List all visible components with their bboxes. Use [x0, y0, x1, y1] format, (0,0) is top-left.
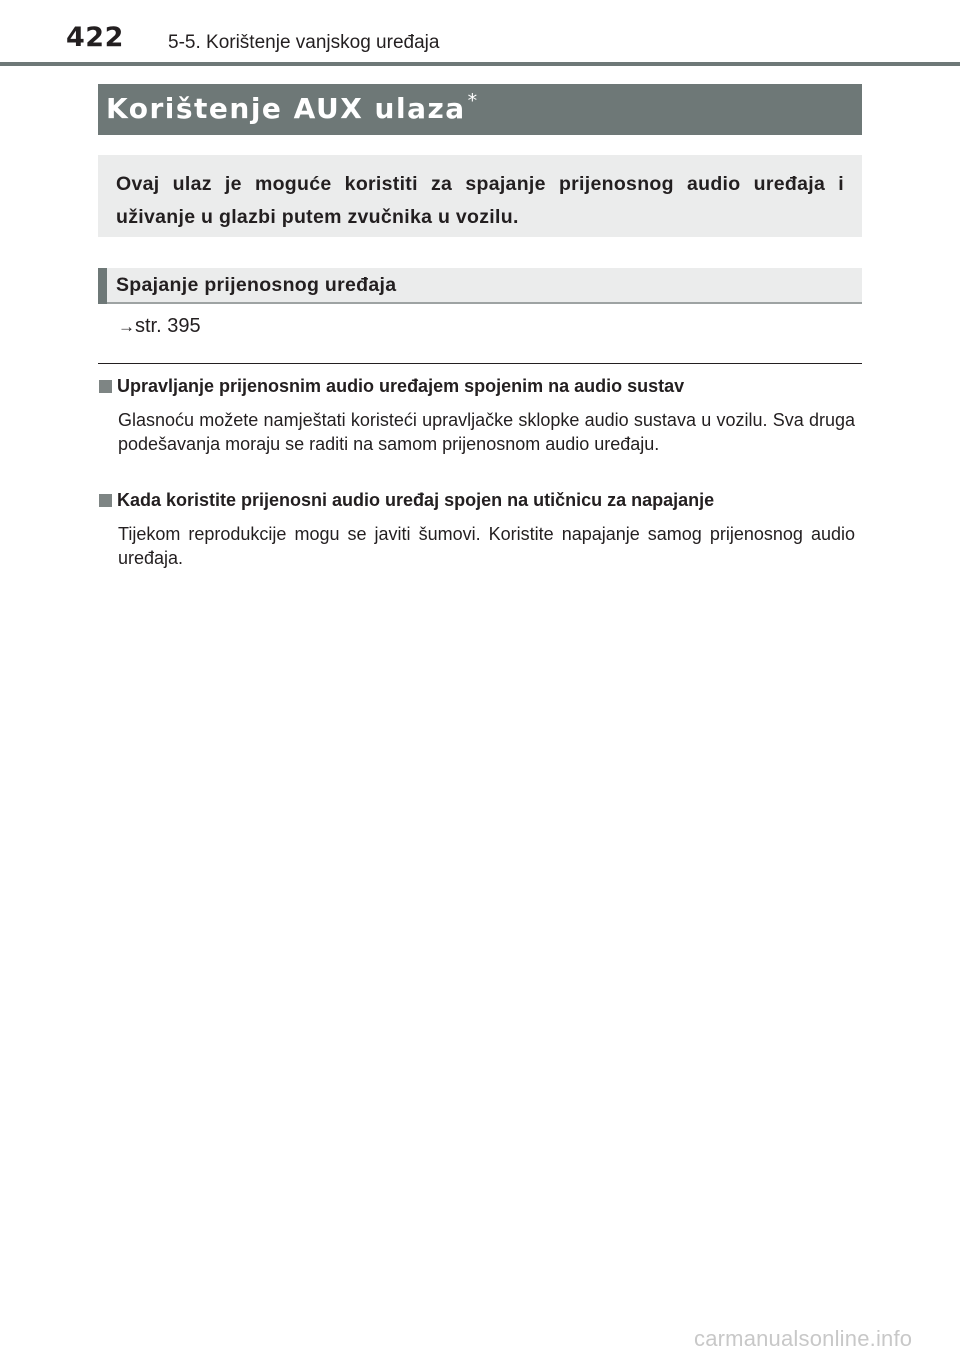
intro-text: Ovaj ulaz je moguće koristiti za spajanje prijenosnog audio uređaja i uživanje u glazbi putem zvučnika u vozilu.: [116, 173, 844, 228]
chapter-title: 5-5. Korištenje vanjskog uređaja: [168, 32, 440, 53]
note-heading: [98, 490, 862, 516]
note-title: Upravljanje prijenosnim audio uređajem spojenim na audio sustav: [117, 376, 685, 396]
page-header: [0, 0, 960, 70]
asterisk-marker: *: [467, 90, 479, 112]
square-bullet-icon: [99, 380, 112, 393]
cross-reference-text: str. 395: [135, 315, 201, 337]
subsection-accent: [98, 268, 107, 304]
header-rule: [0, 62, 960, 66]
section-title-bar: [98, 84, 862, 135]
intro-box: [98, 155, 862, 237]
subsection-title: Spajanje prijenosnog uređaja: [116, 274, 397, 296]
arrow-right-icon: →: [118, 317, 135, 336]
subsection-bar: [98, 268, 862, 304]
note-body: Tijekom reprodukcije mogu se javiti šumovi. Koristite napajanje samog prijenosnog audio uređaja.: [118, 524, 855, 568]
page-number: 422: [66, 22, 124, 53]
square-bullet-icon: [99, 494, 112, 507]
watermark: carmanualsonline.info: [694, 1326, 913, 1351]
note-item: [98, 376, 862, 456]
note-item: [98, 490, 862, 570]
note-heading: [98, 376, 862, 402]
note-title: Kada koristite prijenosni audio uređaj spojen na utičnicu za napajanje: [117, 490, 715, 510]
section-title: [106, 90, 479, 125]
section-divider: [98, 363, 862, 364]
section-title-text: Korištenje AUX ulaza: [106, 92, 466, 125]
note-body: Glasnoću možete namještati koristeći upravljačke sklopke audio sustava u vozilu. Sva druga podešavanja moraju se raditi na samom prijenosnom audio uređaju.: [118, 410, 855, 454]
cross-reference-link[interactable]: [118, 315, 201, 338]
